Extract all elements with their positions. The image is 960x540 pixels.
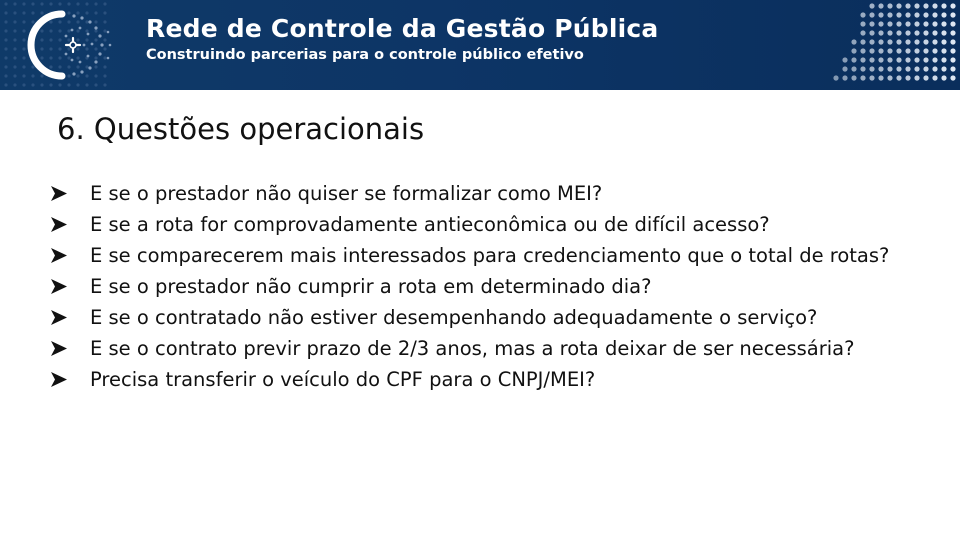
bullet-text: E se o prestador não cumprir a rota em determinado dia? — [90, 275, 652, 298]
header-banner — [0, 0, 960, 90]
list-item — [50, 333, 910, 364]
rede-controle-logo — [22, 6, 122, 84]
arrow-bullet-icon — [50, 278, 68, 295]
bullet-text: E se o prestador não quiser se formalizar como MEI? — [90, 182, 603, 205]
arrow-bullet-icon — [50, 185, 68, 202]
list-item — [50, 209, 910, 240]
arrow-bullet-icon — [50, 340, 68, 357]
arrow-bullet-icon — [50, 309, 68, 326]
arrow-bullet-icon — [50, 216, 68, 233]
arrow-bullet-icon — [50, 371, 68, 388]
slide-title: 6. Questões operacionais — [57, 112, 425, 146]
bullet-list — [50, 178, 910, 395]
bullet-text: E se comparecerem mais interessados para credenciamento que o total de rotas? — [90, 244, 890, 267]
banner-subtitle: Construindo parcerias para o controle público efetivo — [146, 47, 584, 63]
arrow-bullet-icon — [50, 247, 68, 264]
list-item — [50, 271, 910, 302]
list-item — [50, 364, 910, 395]
bullet-text: E se a rota for comprovadamente antieconômica ou de difícil acesso? — [90, 213, 770, 236]
bullet-text: E se o contrato previr prazo de 2/3 anos, mas a rota deixar de ser necessária? — [90, 337, 855, 360]
bullet-text: E se o contratado não estiver desempenhando adequadamente o serviço? — [90, 306, 818, 329]
list-item — [50, 240, 910, 271]
list-item — [50, 178, 910, 209]
bullet-text: Precisa transferir o veículo do CPF para o CNPJ/MEI? — [90, 368, 596, 391]
banner-title: Rede de Controle da Gestão Pública — [146, 14, 659, 43]
list-item — [50, 302, 910, 333]
